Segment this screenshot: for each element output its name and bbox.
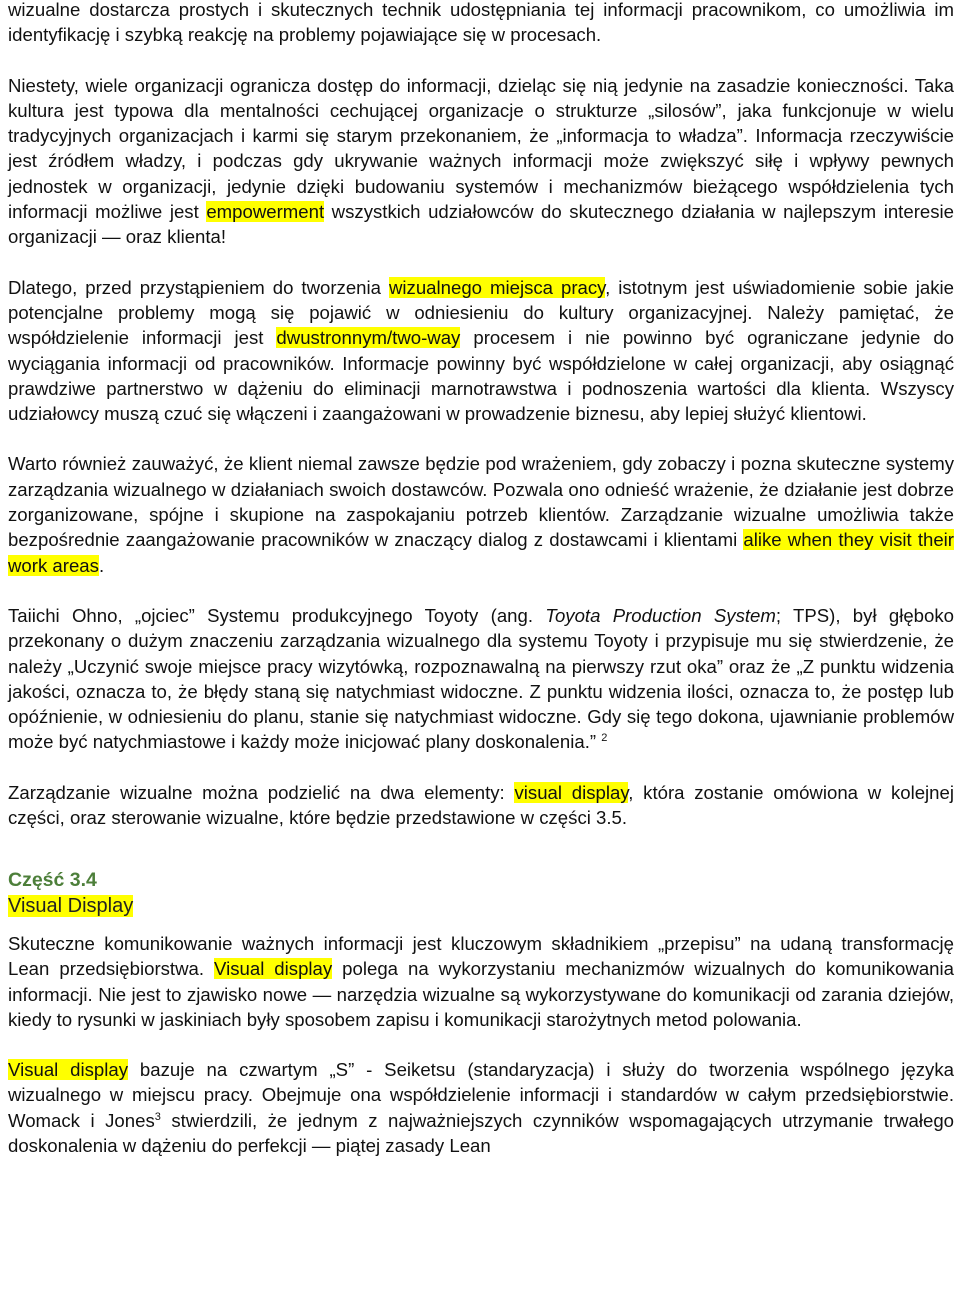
paragraph-text: . (98, 554, 105, 576)
paragraph-2 (8, 73, 954, 250)
paragraph-5 (8, 603, 954, 755)
section-label: Część 3.4 (8, 869, 97, 892)
paragraph-text: ; TPS), był głęboko przekonany o dużym znaczeniu zarządzania wizualnego dla systemu Toyoty i przypisuje mu się stwierdzenie, że należy „Uczynić swoje miejsce pracy wizytówką, rozpoznawalną na pierwszy rzut oka” oraz że „Z punktu widzenia jakości, oznacza to, że błędy staną się natychmiast widoczne. Z punktu widzenia ilości, oznacza to, że postęp lub opóźnienie, w odniesieniu do planu, stanie się natychmiast widoczne. Gdy się tego dokona, ujawnianie problemów może być natychmiastowe i każdy może inicjować plany doskonalenia.” (8, 604, 954, 753)
paragraph-text: Taiichi Ohno, „ojciec” Systemu produkcyjnego Toyoty (ang. (8, 604, 546, 626)
highlighted-term: empowerment (206, 201, 325, 223)
footnote-ref: 2 (601, 732, 608, 745)
highlighted-term: dwustronnym/two-way (276, 327, 461, 349)
paragraph-text: , istotnym jest uświadomienie sobie jakie potencjalne problemy mogą się pojawić w odniesieniu do kultury organizacyjnej. Należy pamiętać, że współdzielenie informacji jest (8, 276, 954, 349)
paragraph-text: Warto również zauważyć, że klient niemal zawsze będzie pod wrażeniem, gdy zobaczy i pozna skuteczne systemy zarządzania wizualnego w działaniach swoich dostawców. Pozwala ono odnieść wrażenie, że działanie jest dobrze zorganizowane, spójne i skupione na zaspokajaniu potrzeb klientów. Zarządzanie wizualne umożliwia także bezpośrednie zaangażowanie pracowników w znaczący dialog z dostawcami i klientami (8, 453, 954, 551)
highlighted-term: Visual display (214, 958, 333, 980)
document-page (8, 0, 954, 1158)
paragraph-8 (8, 1057, 954, 1158)
paragraph-4 (8, 451, 954, 577)
highlighted-term: wizualnego miejsca pracy (388, 276, 606, 298)
paragraph-text: Niestety, wiele organizacji ogranicza dostęp do informacji, dzieląc się nią jedynie na zasadzie konieczności. Taka kultura jest typowa dla mentalności cechującej organizacje o strukturze „silosów”, jaka funkcjonuje w wielu tradycyjnych organizacjach i karmi się starym przekonaniem, że „informacja to władza”. Informacja rzeczywiście jest źródłem władzy, i podczas gdy ukrywanie ważnych informacji może zwiększyć siłę i wpływy pewnych jednostek w organizacji, jedynie dzięki budowaniu systemów i mechanizmów bieżącego współdzielenia tych informacji możliwe jest (8, 74, 954, 223)
section-heading (8, 868, 954, 919)
paragraph-1 (8, 0, 954, 48)
paragraph-text: Zarządzanie wizualne można podzielić na dwa elementy: (8, 781, 515, 803)
highlighted-term: Visual display (8, 1059, 129, 1081)
paragraph-3 (8, 275, 954, 427)
paragraph-6 (8, 780, 954, 831)
paragraph-text: wszystkich udziałowców do skutecznego działania w najlepszym interesie organizacji — oraz klienta! (8, 201, 954, 248)
paragraph-text: polega na wykorzystaniu mechanizmów wizualnych do komunikowania informacji. Nie jest to zjawisko nowe — narzędzia wizualne są wykorzystywane do komunikacji od zarania dziejów, kiedy to rysunki w jaskiniach były sposobem zapisu i komunikacji starożytnych metod polowania. (8, 958, 954, 1030)
paragraph-text: stwierdzili, że jednym z najważniejszych czynników wspomagających utrzymanie trwałego doskonalenia w dążeniu do perfekcji — piątej zasady Lean (8, 1109, 955, 1156)
highlighted-term: visual display (514, 781, 629, 803)
footnote-ref: 3 (154, 1110, 161, 1123)
paragraph-text: wizualne dostarcza prostych i skutecznych technik udostępniania tej informacji pracownikom, co umożliwia im identyfikację i szybką reakcję na problemy pojawiające się w procesach. (8, 0, 954, 46)
paragraph-text: , która zostanie omówiona w kolejnej części, oraz sterowanie wizualne, które będzie przedstawione w części 3.5. (8, 781, 954, 829)
section-title-text: Visual Display (8, 894, 134, 917)
section-title (8, 894, 954, 919)
paragraph-text: procesem i nie powinno być ograniczane jedynie do wyciągania informacji od pracowników. Informacje powinny być współdzielone w całej organizacji, aby osiągnąć prawdziwe partnerstwo w dążeniu do eliminacji marnotrawstwa i podnoszenia wartości dla klienta. Wszyscy udziałowcy muszą czuć się włączeni i zaangażowani w prowadzenie biznesu, aby lepiej służyć klientowi. (8, 327, 954, 425)
paragraph-text: Dlatego, przed przystąpieniem do tworzenia (8, 276, 389, 298)
paragraph-text: Skuteczne komunikowanie ważnych informacji jest kluczowym składnikiem „przepisu” na udaną transformację Lean przedsiębiorstwa. (8, 932, 954, 980)
paragraph-text: bazuje na czwartym „S” - Seiketsu (standaryzacja) i służy do tworzenia wspólnego języka wizualnego w miejscu pracy. Obejmuje ona współdzielenie informacji i standardów w całym przedsiębiorstwie. Womack i Jones (8, 1059, 954, 1131)
italic-term: Toyota Production System (545, 604, 776, 626)
highlighted-term: alike when they visit their work areas (8, 529, 955, 576)
paragraph-7 (8, 931, 954, 1032)
